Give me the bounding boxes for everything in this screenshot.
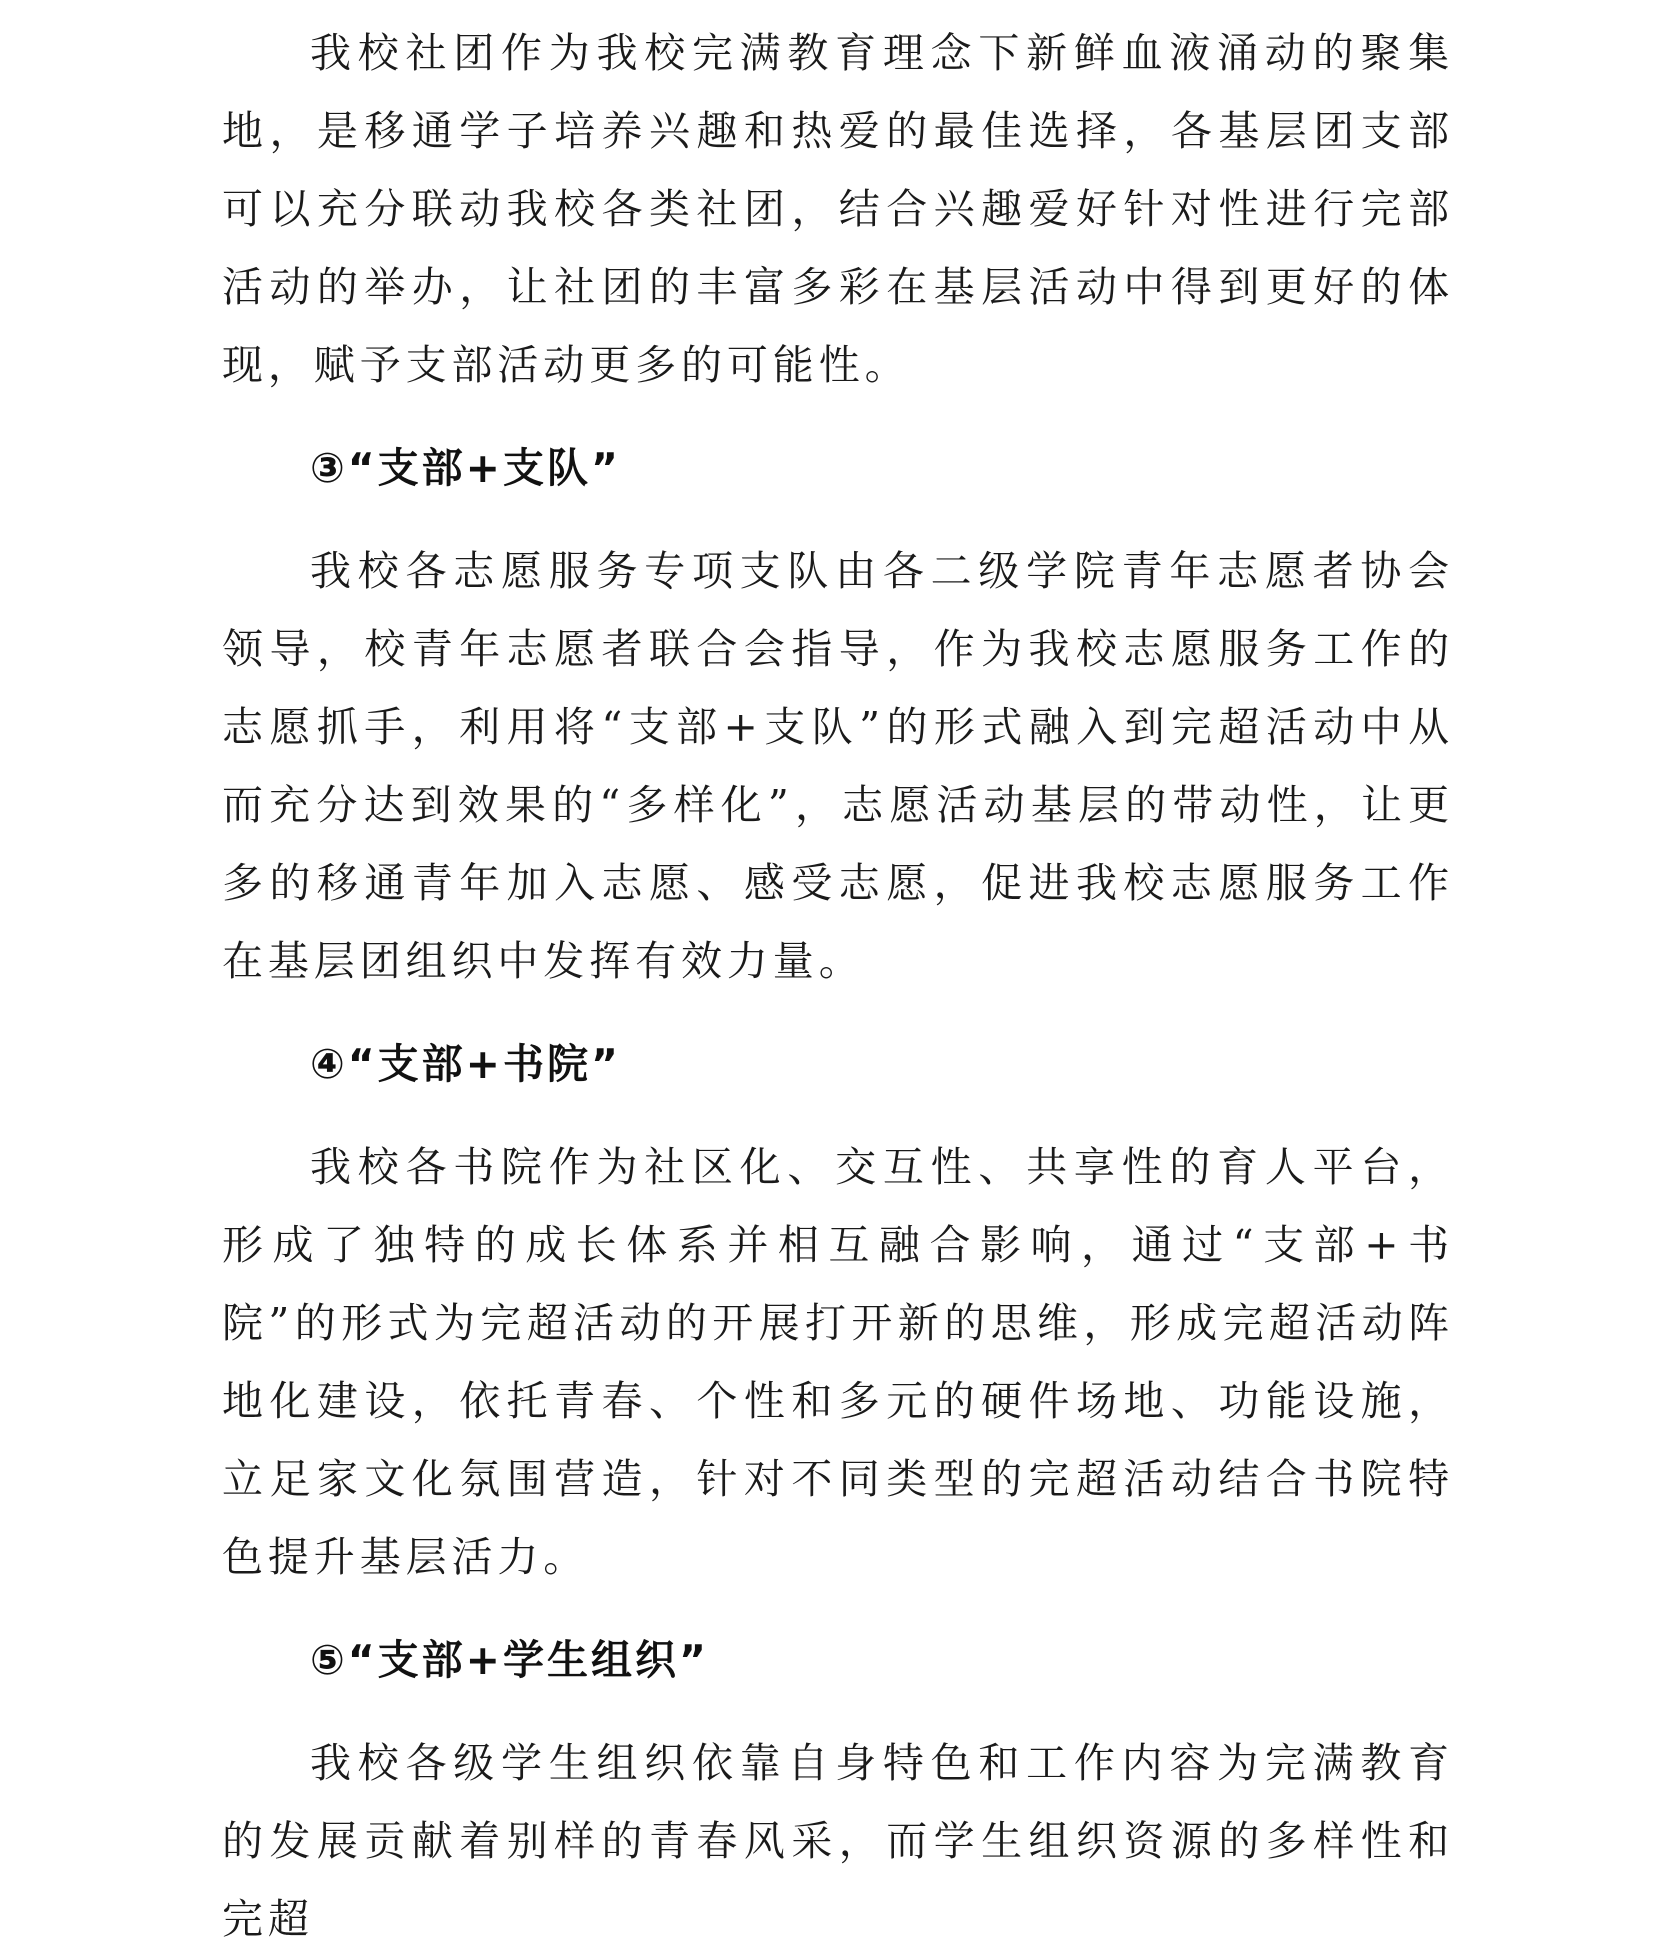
heading-branch-college: ④“支部+书院” [310, 1040, 621, 1088]
heading-branch-student-organization: ⑤“支部+学生组织” [310, 1636, 709, 1684]
paragraph-colleges: 我校各书院作为社区化、交互性、共享性的育人平台，形成了独特的成长体系并相互融合影响，通过“支部+书院”的形式为完超活动的开展打开新的思维，形成完超活动阵地化建设，依托青春、个性和多元的硬件场地、功能设施，立足家文化氛围营造，针对不同类型的完超活动结合书院特色提升基层活力。 [222, 1143, 1454, 1581]
paragraph-clubs: 我校社团作为我校完满教育理念下新鲜血液涌动的聚集地，是移通学子培养兴趣和热爱的最佳选择，各基层团支部可以充分联动我校各类社团，结合兴趣爱好针对性进行完部活动的举办，让社团的丰富多彩在基层活动中得到更好的体现，赋予支部活动更多的可能性。 [222, 29, 1454, 389]
paragraph-student-organizations: 我校各级学生组织依靠自身特色和工作内容为完满教育的发展贡献着别样的青春风采，而学生组织资源的多样性和完超 [222, 1739, 1454, 1943]
heading-branch-volunteer-team: ③“支部+支队” [310, 444, 621, 492]
document-body [222, 14, 1454, 1958]
paragraph-volunteer-teams: 我校各志愿服务专项支队由各二级学院青年志愿者协会领导，校青年志愿者联合会指导，作为我校志愿服务工作的志愿抓手，利用将“支部+支队”的形式融入到完超活动中从而充分达到效果的“多样化”，志愿活动基层的带动性，让更多的移通青年加入志愿、感受志愿，促进我校志愿服务工作在基层团组织中发挥有效力量。 [222, 547, 1454, 985]
